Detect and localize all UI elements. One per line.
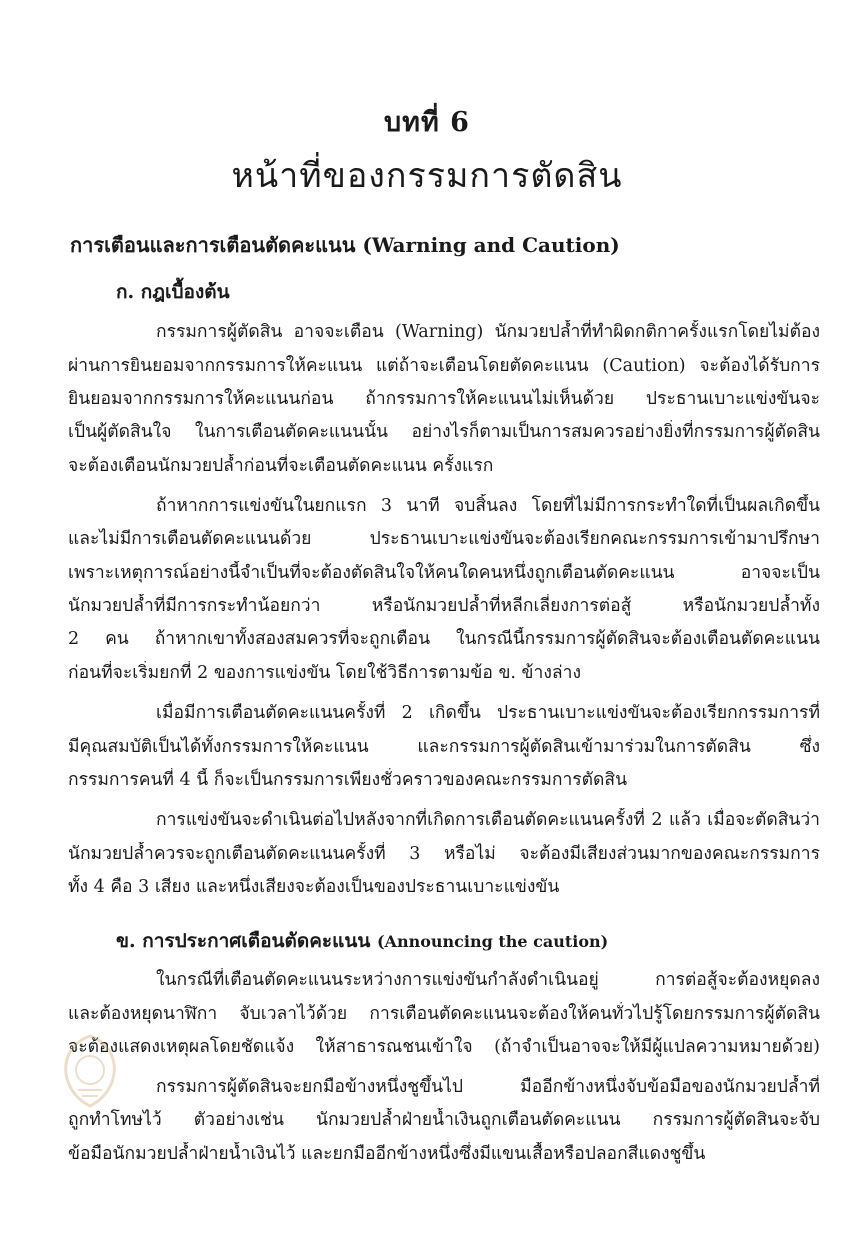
paragraph-line: ยินยอมจากกรรมการให้คะแนนก่อน ถ้ากรรมการให้คะแนนไม่เห็นด้วย ประธานเบาะแข่งขันจะ bbox=[68, 389, 820, 409]
paragraph-line: ก่อนที่จะเริ่มยกที่ 2 ของการแข่งขัน โดยใช้วิธีการตามข้อ ข. ข้างล่าง bbox=[68, 663, 581, 683]
paragraph-line: และต้องหยุดนาฬิกา จับเวลาไว้ด้วย การเตือนตัดคะแนนจะต้องให้คนทั่วไปรู้โดยกรรมการผู้ตัดสิน bbox=[68, 1004, 820, 1024]
paragraph-line: ผ่านการยินยอมจากกรรมการให้คะแนน แต่ถ้าจะเตือนโดยตัดคะแนน (Caution) จะต้องได้รับการ bbox=[68, 356, 820, 376]
paragraph-line: และไม่มีการเตือนตัดคะแนนด้วย ประธานเบาะแข่งขันจะต้องเรียกคณะกรรมการเข้ามาปรึกษา bbox=[68, 529, 820, 549]
subsection-b-english: (Announcing the caution) bbox=[376, 932, 609, 951]
paragraph-line: กรรมการผู้ตัดสินจะยกมือข้างหนึ่งชูขึ้นไป มืออีกข้างหนึ่งจับข้อมือของนักมวยปล้ำที่ bbox=[156, 1077, 820, 1097]
section-heading: การเตือนและการเตือนตัดคะแนน (Warning and Caution) bbox=[70, 233, 620, 257]
paragraph-line: มีคุณสมบัติเป็นได้ทั้งกรรมการให้คะแนน และกรรมการผู้ตัดสินเข้ามาร่วมในการตัดสิน ซึ่ง bbox=[68, 737, 820, 757]
paragraph-line: กรรมการผู้ตัดสิน อาจจะเตือน (Warning) นักมวยปล้ำที่ทำผิดกติกาครั้งแรกโดยไม่ต้อง bbox=[156, 322, 820, 342]
paragraph-line: ทั้ง 4 คือ 3 เสียง และหนึ่งเสียงจะต้องเป็นของประธานเบาะแข่งขัน bbox=[68, 877, 560, 897]
paragraph-line: เพราะเหตุการณ์อย่างนี้จำเป็นที่จะต้องตัดสินใจให้คนใดคนหนึ่งถูกเตือนตัดคะแนน อาจจะเป็น bbox=[68, 563, 820, 583]
paragraph-line: นักมวยปล้ำที่มีการกระทำน้อยกว่า หรือนักมวยปล้ำที่หลีกเลี่ยงการต่อสู้ หรือนักมวยปล้ำทั้ง bbox=[68, 596, 820, 616]
paragraph-line: ถ้าหากการแข่งขันในยกแรก 3 นาที จบสิ้นลง โดยที่ไม่มีการกระทำใดที่เป็นผลเกิดขึ้น bbox=[156, 496, 820, 516]
paragraph-line: เป็นผู้ตัดสินใจ ในการเตือนตัดคะแนนนั้น อย่างไรก็ตามเป็นการสมควรอย่างยิ่งที่กรรมการผู้ตัดสิน bbox=[68, 422, 820, 442]
subsection-a-heading: ก. กฎเบื้องต้น bbox=[116, 281, 230, 303]
subsection-b-heading bbox=[116, 926, 608, 956]
paragraph-line: ในกรณีที่เตือนตัดคะแนนระหว่างการแข่งขันกำลังดำเนินอยู่ การต่อสู้จะต้องหยุดลง bbox=[156, 970, 820, 990]
seal-watermark-icon bbox=[58, 1032, 122, 1110]
chapter-title: หน้าที่ของกรรมการตัดสิน bbox=[231, 156, 623, 196]
subsection-b-label: ข. การประกาศเตือนตัดคะแนน bbox=[116, 930, 371, 952]
paragraph-line: จะต้องเตือนนักมวยปล้ำก่อนที่จะเตือนตัดคะแนน ครั้งแรก bbox=[68, 456, 494, 476]
paragraph-line: 2 คน ถ้าหากเขาทั้งสองสมควรที่จะถูกเตือน ในกรณีนี้กรรมการผู้ตัดสินจะต้องเตือนตัดคะแนน bbox=[68, 629, 820, 649]
paragraph-line: ถูกทำโทษไว้ ตัวอย่างเช่น นักมวยปล้ำฝ่ายน้ำเงินถูกเตือนตัดคะแนน กรรมการผู้ตัดสินจะจับ bbox=[68, 1110, 820, 1130]
chapter-number: บทที่ 6 bbox=[384, 107, 470, 138]
paragraph-line: กรรมการคนที่ 4 นี้ ก็จะเป็นกรรมการเพียงชั่วคราวของคณะกรรมการตัดสิน bbox=[68, 770, 628, 790]
paragraph-line: การแข่งขันจะดำเนินต่อไปหลังจากที่เกิดการเตือนตัดคะแนนครั้งที่ 2 แล้ว เมื่อจะตัดสินว่า bbox=[156, 810, 820, 830]
paragraph-line: นักมวยปล้ำควรจะถูกเตือนตัดคะแนนครั้งที่ 3 หรือไม่ จะต้องมีเสียงส่วนมากของคณะกรรมการ bbox=[68, 844, 820, 864]
paragraph-line: เมื่อมีการเตือนตัดคะแนนครั้งที่ 2 เกิดขึ้น ประธานเบาะแข่งขันจะต้องเรียกกรรมการที่ bbox=[156, 703, 820, 723]
paragraph-line: ข้อมือนักมวยปล้ำฝ่ายน้ำเงินไว้ และยกมืออีกข้างหนึ่งซึ่งมีแขนเสื้อหรือปลอกสีแดงชูขึ้น bbox=[68, 1144, 706, 1164]
paragraph-line: จะต้องแสดงเหตุผลโดยชัดแจ้ง ให้สาธารณชนเข้าใจ (ถ้าจำเป็นอาจจะให้มีผู้แปลความหมายด้วย) bbox=[68, 1037, 820, 1057]
